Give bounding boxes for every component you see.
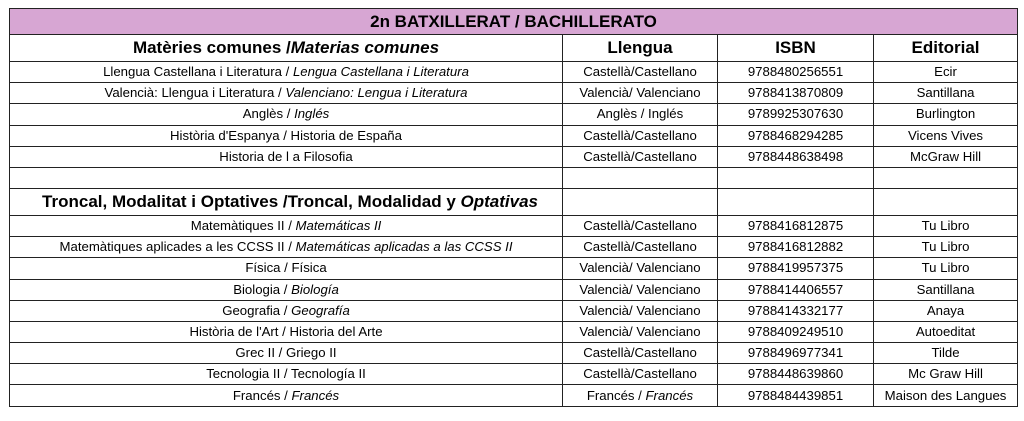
- language-text: Valencià/ Valenciano: [579, 323, 701, 339]
- language-cell: [563, 237, 718, 258]
- subject-text: Historia de l a Filosofia: [219, 148, 353, 164]
- isbn-text: 9788413870809: [747, 85, 844, 101]
- table-title: 2n BATXILLERAT / BACHILLERATO: [10, 9, 1018, 35]
- empty-cell: [563, 188, 718, 215]
- subject-cell: [10, 385, 563, 406]
- language-cell: [563, 343, 718, 364]
- language-cell: [563, 258, 718, 279]
- language-text: Valencià/ Valenciano: [579, 281, 701, 297]
- publisher-cell: [874, 300, 1018, 321]
- table-row: [10, 364, 1018, 385]
- isbn-cell: [718, 215, 874, 236]
- subject-text: Història d'Espanya / Historia de España: [170, 127, 402, 143]
- language-text: Anglès / Inglés: [596, 106, 684, 122]
- language-cell: [563, 385, 718, 406]
- empty-row: [10, 167, 1018, 188]
- empty-cell: [874, 167, 1018, 188]
- publisher-text: Burlington: [915, 106, 976, 122]
- table-row: [10, 321, 1018, 342]
- section-title-italic: Optativas: [460, 191, 538, 211]
- language-text: Castellà/Castellano: [583, 148, 697, 164]
- language-cell: [563, 364, 718, 385]
- subject-text: Tecnologia II / Tecnología II: [206, 366, 366, 382]
- subject-text-italic: Inglés: [294, 106, 330, 122]
- isbn-cell: [718, 62, 874, 83]
- header-isbn: ISBN: [718, 35, 874, 62]
- empty-cell: [718, 167, 874, 188]
- subject-text: Matemàtiques II /: [190, 218, 296, 234]
- subject-cell: [10, 83, 563, 104]
- empty-cell: [874, 188, 1018, 215]
- subject-text: Història de l'Art / Historia del Arte: [189, 323, 383, 339]
- publisher-text: Santillana: [916, 85, 975, 101]
- publisher-text: McGraw Hill: [909, 148, 982, 164]
- table-row: [10, 62, 1018, 83]
- publisher-text: Tu Libro: [921, 260, 970, 276]
- table-row: [10, 104, 1018, 125]
- subject-text: Matemàtiques aplicades a les CCSS II /: [59, 239, 296, 255]
- table-row: [10, 385, 1018, 406]
- isbn-cell: [718, 146, 874, 167]
- header-subject-italic: Materias comunes: [290, 38, 440, 57]
- table-row: [10, 125, 1018, 146]
- subject-text: Llengua Castellana i Literatura /: [103, 64, 293, 80]
- publisher-cell: [874, 104, 1018, 125]
- header-publisher: Editorial: [874, 35, 1018, 62]
- language-text: Castellà/Castellano: [583, 345, 697, 361]
- language-text: Valencià/ Valenciano: [579, 85, 701, 101]
- isbn-cell: [718, 125, 874, 146]
- publisher-cell: [874, 237, 1018, 258]
- publisher-cell: [874, 385, 1018, 406]
- isbn-text: 9788419957375: [747, 260, 844, 276]
- subject-text-italic: Valenciano: Lengua i Literatura: [285, 85, 468, 101]
- language-cell: [563, 215, 718, 236]
- subject-text: Grec II / Griego II: [235, 345, 337, 361]
- publisher-cell: [874, 258, 1018, 279]
- isbn-text: 9788496977341: [747, 345, 844, 361]
- subject-text-italic: Geografía: [291, 302, 350, 318]
- isbn-text: 9788409249510: [747, 323, 844, 339]
- table-row: [10, 300, 1018, 321]
- publisher-cell: [874, 321, 1018, 342]
- isbn-text: 9788416812882: [747, 239, 844, 255]
- language-text: Castellà/Castellano: [583, 366, 697, 382]
- publisher-text: Autoeditat: [915, 323, 976, 339]
- language-cell: [563, 321, 718, 342]
- subject-cell: [10, 237, 563, 258]
- table-row: [10, 83, 1018, 104]
- publisher-cell: [874, 125, 1018, 146]
- language-text: Francés /: [586, 387, 646, 403]
- subject-text: Valencià: Llengua i Literatura /: [104, 85, 286, 101]
- language-text: Castellà/Castellano: [583, 239, 697, 255]
- isbn-text: 9788484439851: [747, 387, 844, 403]
- isbn-cell: [718, 83, 874, 104]
- publisher-text: Tilde: [931, 345, 960, 361]
- subject-text: Biologia /: [233, 281, 292, 297]
- section-title: Troncal, Modalitat i Optatives /Troncal, Modalidad y: [42, 191, 461, 211]
- subject-text: Anglès /: [242, 106, 295, 122]
- book-list-table: [9, 8, 1018, 407]
- header-subject-main: Matèries comunes /: [132, 38, 291, 57]
- language-text: Valencià/ Valenciano: [579, 302, 701, 318]
- isbn-cell: [718, 321, 874, 342]
- subject-cell: [10, 62, 563, 83]
- header-subject: [10, 35, 563, 62]
- empty-cell: [10, 167, 563, 188]
- section-header-row: [10, 188, 1018, 215]
- subject-cell: [10, 364, 563, 385]
- publisher-text: Vicens Vives: [908, 127, 984, 143]
- isbn-cell: [718, 104, 874, 125]
- language-cell: [563, 300, 718, 321]
- isbn-text: 9788480256551: [747, 64, 844, 80]
- isbn-cell: [718, 237, 874, 258]
- subject-cell: [10, 343, 563, 364]
- table-row: [10, 146, 1018, 167]
- publisher-text: Maison des Langues: [884, 387, 1007, 403]
- publisher-cell: [874, 62, 1018, 83]
- language-text: Valencià/ Valenciano: [579, 260, 701, 276]
- publisher-text: Mc Graw Hill: [908, 366, 983, 382]
- subject-cell: [10, 279, 563, 300]
- header-language: Llengua: [563, 35, 718, 62]
- isbn-cell: [718, 385, 874, 406]
- language-text: Castellà/Castellano: [583, 127, 697, 143]
- subject-text: Francés /: [232, 387, 292, 403]
- language-cell: [563, 125, 718, 146]
- subject-cell: [10, 146, 563, 167]
- subject-text: Geografia /: [222, 302, 292, 318]
- subject-text-italic: Matemáticas II: [295, 218, 382, 234]
- publisher-text: Anaya: [926, 302, 965, 318]
- publisher-cell: [874, 364, 1018, 385]
- table-row: [10, 237, 1018, 258]
- table-row: [10, 215, 1018, 236]
- publisher-text: Tu Libro: [921, 218, 970, 234]
- section-header-cell: [10, 188, 563, 215]
- language-cell: [563, 62, 718, 83]
- isbn-cell: [718, 279, 874, 300]
- isbn-cell: [718, 343, 874, 364]
- language-cell: [563, 146, 718, 167]
- empty-cell: [563, 167, 718, 188]
- header-row: [10, 35, 1018, 62]
- publisher-text: Ecir: [934, 64, 957, 80]
- subject-text-italic: Biología: [291, 281, 339, 297]
- language-cell: [563, 104, 718, 125]
- subject-cell: [10, 104, 563, 125]
- isbn-text: 9789925307630: [747, 106, 844, 122]
- isbn-cell: [718, 364, 874, 385]
- language-text: Castellà/Castellano: [583, 218, 697, 234]
- language-cell: [563, 83, 718, 104]
- subject-text-italic: Lengua Castellana i Literatura: [292, 64, 469, 80]
- subject-text-italic: Francés: [291, 387, 340, 403]
- language-text-italic: Francés: [645, 387, 694, 403]
- publisher-text: Santillana: [916, 281, 975, 297]
- publisher-cell: [874, 343, 1018, 364]
- subject-text: Física / Física: [245, 260, 327, 276]
- subject-cell: [10, 258, 563, 279]
- table-row: [10, 343, 1018, 364]
- subject-cell: [10, 300, 563, 321]
- table-row: [10, 258, 1018, 279]
- isbn-text: 9788416812875: [747, 218, 844, 234]
- publisher-cell: [874, 215, 1018, 236]
- empty-cell: [718, 188, 874, 215]
- isbn-text: 9788414406557: [747, 281, 844, 297]
- subject-cell: [10, 215, 563, 236]
- isbn-cell: [718, 300, 874, 321]
- subject-cell: [10, 321, 563, 342]
- table-row: [10, 279, 1018, 300]
- subject-text-italic: Matemáticas aplicadas a las CCSS II: [295, 239, 513, 255]
- isbn-text: 9788468294285: [747, 127, 844, 143]
- publisher-cell: [874, 146, 1018, 167]
- isbn-text: 9788448639860: [747, 366, 844, 382]
- title-row: [10, 9, 1018, 35]
- table-body: [10, 9, 1018, 407]
- subject-cell: [10, 125, 563, 146]
- language-cell: [563, 279, 718, 300]
- isbn-text: 9788414332177: [747, 302, 844, 318]
- isbn-cell: [718, 258, 874, 279]
- language-text: Castellà/Castellano: [583, 64, 697, 80]
- publisher-cell: [874, 279, 1018, 300]
- publisher-text: Tu Libro: [921, 239, 970, 255]
- publisher-cell: [874, 83, 1018, 104]
- isbn-text: 9788448638498: [747, 148, 844, 164]
